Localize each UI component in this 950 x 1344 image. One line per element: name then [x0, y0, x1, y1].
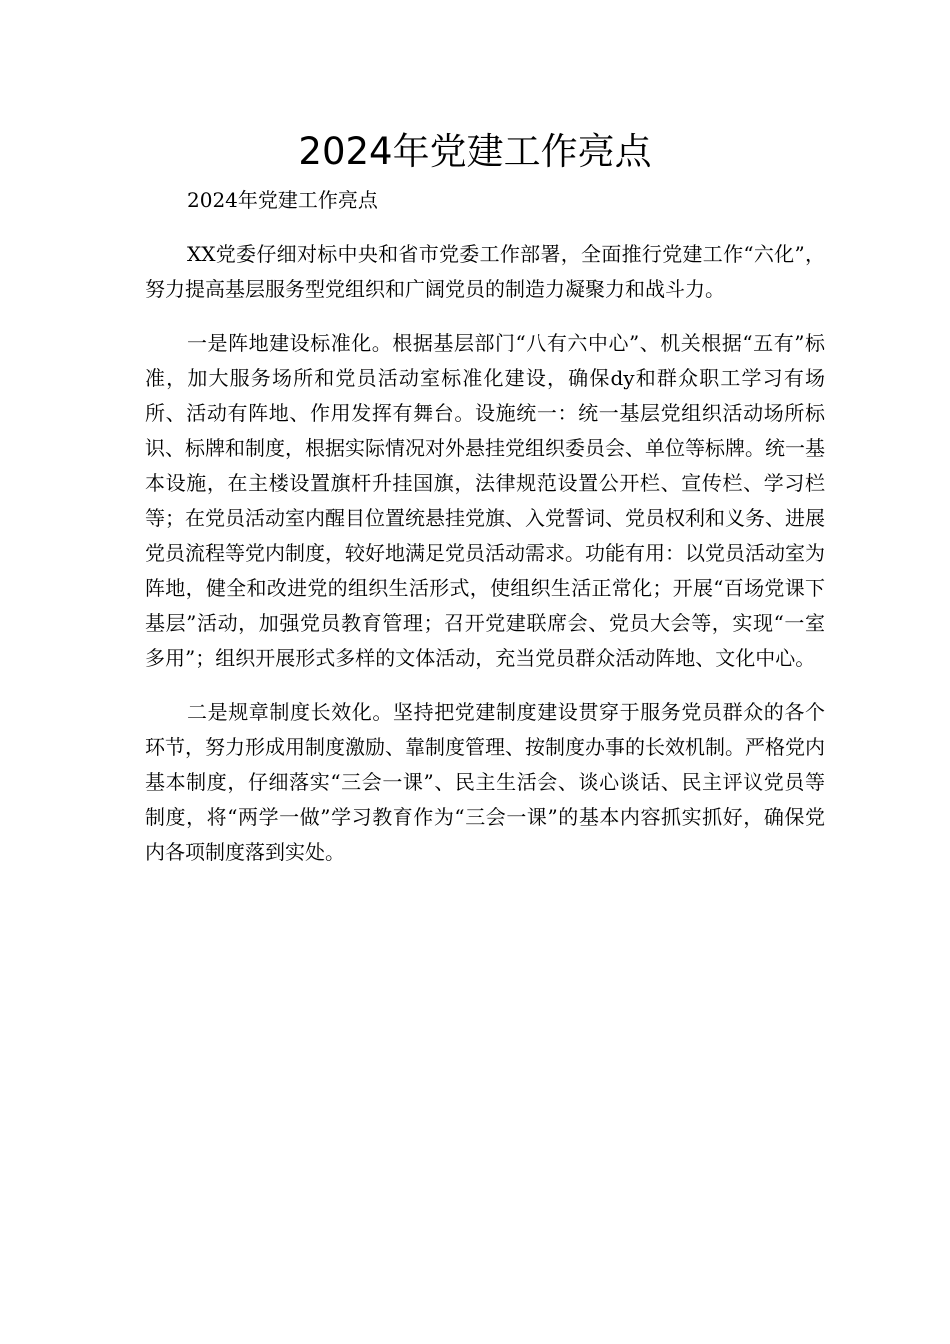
paragraph-subtitle: 2024年党建工作亮点	[187, 188, 378, 212]
document-title: 2024年党建工作亮点	[298, 130, 652, 173]
paragraph-intro: XX党委仔细对标中央和省市党委工作部署，全面推行党建工作“六化”，努力提高基层服务型党组织和广阔党员的制造力凝聚力和战斗力。	[145, 242, 825, 301]
paragraph-position-building: 一是阵地建设标准化。根据基层部门“八有六中心”、机关根据“五有”标准，加大服务场所和党员活动室标准化建设，确保dy和群众职工学习有场所、活动有阵地、作用发挥有舞台。设施统一：统一基层党组织活动场所标识、标牌和制度，根据实际情况对外悬挂党组织委员会、单位等标牌。统一基本设施，在主楼设置旗杆升挂国旗，法律规范设置公开栏、宣传栏、学习栏等；在党员活动室内醒目位置统悬挂党旗、入党誓词、党员权利和义务、进展党员流程等党内制度，较好地满足党员活动需求。功能有用：以党员活动室为阵地，健全和改进党的组织生活形式，使组织生活正常化；开展“百场党课下基层”活动，加强党员教育管理；召开党建联席会、党员大会等，实现“一室多用”；组织开展形式多样的文体活动，充当党员群众活动阵地、文化中心。	[145, 331, 825, 670]
document-body	[145, 183, 825, 870]
paragraph-rules-system: 二是规章制度长效化。坚持把党建制度建设贯穿于服务党员群众的各个环节，努力形成用制度激励、靠制度管理、按制度办事的长效机制。严格党内基本制度，仔细落实“三会一课”、民主生活会、谈心谈话、民主评议党员等制度，将“两学一做”学习教育作为“三会一课”的基本内容抓实抓好，确保党内各项制度落到实处。	[145, 700, 825, 864]
